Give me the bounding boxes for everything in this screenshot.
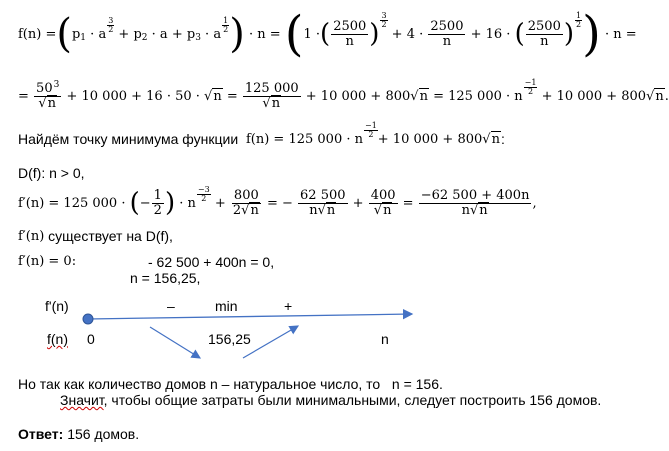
equation-line-2: = $\frac{50^3}{√n}$ + 10 000 + 16 · 50 · √ n = $\frac{125 000}{√n}$ + 10 000 + 800 √ n = 125 000 · n $\frac{-1}{2}$ + 10 000 + 800 √ n .: [18, 77, 669, 111]
eq1-lhs: f(n) =: [18, 26, 57, 42]
min-tail: + 10 000 + 800: [377, 131, 483, 147]
paren-a-close: ): [369, 18, 380, 49]
big-paren-close: ): [582, 5, 601, 62]
decreasing-arrow: [150, 327, 200, 358]
p2: p: [133, 26, 142, 42]
a-var-2: a: [213, 26, 222, 42]
axis-n: n: [381, 331, 389, 347]
exp-3-2-b: $\frac{3}{2}$: [381, 10, 387, 29]
conclusion-line-1: [18, 376, 443, 392]
p1: p: [71, 26, 81, 42]
big-paren-open: (: [284, 5, 304, 62]
frac-50cube-sqrtn: $\frac{50^3}{√n}$: [36, 79, 60, 111]
frac-125000-sqrtn: $\frac{125 000}{√n}$: [244, 80, 299, 111]
solve-lhs: f′(n) = 0:: [18, 254, 77, 269]
eq2-eq: =: [18, 88, 29, 104]
axis-f-label: f(n): [47, 331, 68, 347]
answer-line: [18, 426, 139, 442]
deriv-minus: −: [139, 195, 151, 211]
exists-text: существует на D(f),: [48, 228, 173, 244]
eq2-dot: .: [664, 88, 669, 104]
p3-sub: 3: [195, 33, 201, 43]
axis-start-point: [83, 314, 93, 324]
deriv-lhs: f′(n) = 125 000 ·: [18, 195, 126, 211]
paren-a: (: [320, 18, 331, 49]
exists-fp: f′(n): [18, 228, 45, 244]
a-var: a: [98, 26, 107, 42]
eq2-terms: + 10 000 + 16 · 50 ·: [66, 88, 200, 104]
frac-final: $\frac{-62 500 + 400n}{n√n}$: [420, 187, 530, 218]
frac-2500-n-b: $\frac{2500}{n}$: [430, 18, 464, 49]
frac-1-2: $\frac{1}{2}$: [153, 187, 162, 218]
conclusion-text-2: , чтобы общие затраты были минимальными, следует построить 156 домов.: [103, 392, 602, 408]
conclusion-znachit: Значит: [60, 392, 104, 408]
deriv-paren-open: (: [129, 187, 140, 218]
solve-result: n = 156,25,: [130, 270, 201, 286]
deriv-n: · n: [179, 195, 196, 211]
axis-plus: +: [284, 298, 293, 314]
eq2-terms-2: + 10 000 + 800: [305, 88, 411, 104]
exp-3-2: $\frac{3}{2}$: [108, 15, 114, 34]
paren-b-close: ): [563, 18, 574, 49]
exp-1-2-b: $\frac{1}{2}$: [576, 10, 582, 29]
solve-equation: - 62 500 + 400n = 0,: [148, 254, 275, 270]
equation-line-1: f(n) = ( p 1 · a $\frac{3}{2}$ + p 2 · a + p 3 · a $\frac{1}{2}$ ) · n = ( 1 · ( $\frac{2500}{n}$ ) $\frac{3}{2}$ + 4 · $\frac{2500}{n}$ + 16 · ( $\frac{2500}{n}$ ) $\frac{1}{2}$ ) · n =: [18, 5, 637, 62]
exp-1-2: $\frac{1}{2}$: [223, 15, 229, 34]
conclusion-n: n = 156.: [391, 376, 443, 392]
axis-critical-point: 156,25: [208, 331, 251, 347]
domain-line: D(f): n > 0,: [18, 165, 85, 181]
answer-label: Ответ:: [18, 426, 64, 442]
p3: p: [186, 26, 196, 42]
dot-a: · a +: [151, 26, 183, 42]
frac-800-2sqrtn: $\frac{800}{2√n}$: [232, 187, 259, 218]
deriv-eq: = −: [266, 195, 293, 211]
plus-16: + 16 ·: [470, 26, 511, 42]
times-n: · n =: [248, 26, 281, 42]
min-end: :: [500, 131, 505, 147]
eq2-terms-3: + 10 000 + 800: [541, 88, 647, 104]
axis-fprime-label: f'(n): [45, 298, 69, 314]
eq2-eq-3: = 125 000 · n: [433, 88, 523, 104]
axis-minus: –: [167, 298, 175, 314]
min-formula: f(n) = 125 000 · n: [245, 131, 363, 147]
deriv-paren-close: ): [164, 187, 176, 218]
increasing-arrow: [243, 326, 298, 358]
conclusion-text-1: Но так как количество домов n – натуральное число, то: [18, 376, 381, 392]
exists-line: [18, 228, 173, 244]
axis-min-label: min: [215, 298, 238, 314]
sqrt-n: n: [213, 88, 222, 104]
eq2-eq-b: =: [226, 88, 238, 104]
exp-neg-1-2: $\frac{-1}{2}$: [524, 77, 537, 96]
paren-close: ): [229, 11, 245, 57]
p2-sub: 2: [141, 33, 148, 43]
deriv-exp: $\frac{-3}{2}$: [197, 184, 210, 203]
frac-62500: $\frac{62 500}{n√n}$: [300, 187, 346, 218]
answer-value: 156 домов.: [67, 426, 140, 442]
derivative-line: f′(n) = 125 000 · ( − $\frac{1}{2}$ ) · n $\frac{-3}{2}$ + $\frac{800}{2√n}$ = − $\frac{62 500}{n√n}$ + $\frac{400}{√n}$ = $\frac{-62 500 + 400n}{n√n}$ ,: [18, 184, 537, 218]
min-exp: $\frac{-1}{2}$: [364, 120, 377, 139]
plus-4: + 4 ·: [391, 26, 424, 42]
axis-zero: 0: [87, 331, 95, 347]
find-minimum-text: Найдём точку минимума функции: [18, 131, 239, 147]
conclusion-line-2: [60, 392, 601, 408]
paren-b: (: [514, 18, 525, 49]
paren-open: (: [56, 11, 72, 57]
find-minimum-line: Найдём точку минимума функции f(n) = 125 000 · n $\frac{-1}{2}$ + 10 000 + 800 √n :: [18, 120, 505, 147]
deriv-comma: ,: [532, 195, 537, 211]
frac-400: $\frac{400}{√n}$: [370, 187, 396, 218]
frac-2500-n: $\frac{2500}{n}$: [333, 18, 367, 49]
eq1-tail: · n =: [604, 26, 637, 42]
deriv-plus: +: [352, 195, 364, 211]
one-times: 1 ·: [303, 26, 321, 42]
deriv-eq-2: =: [402, 195, 414, 211]
p1-sub: 1: [80, 33, 87, 43]
frac-2500-n-c: $\frac{2500}{n}$: [527, 18, 561, 49]
axis-line: [88, 314, 412, 319]
